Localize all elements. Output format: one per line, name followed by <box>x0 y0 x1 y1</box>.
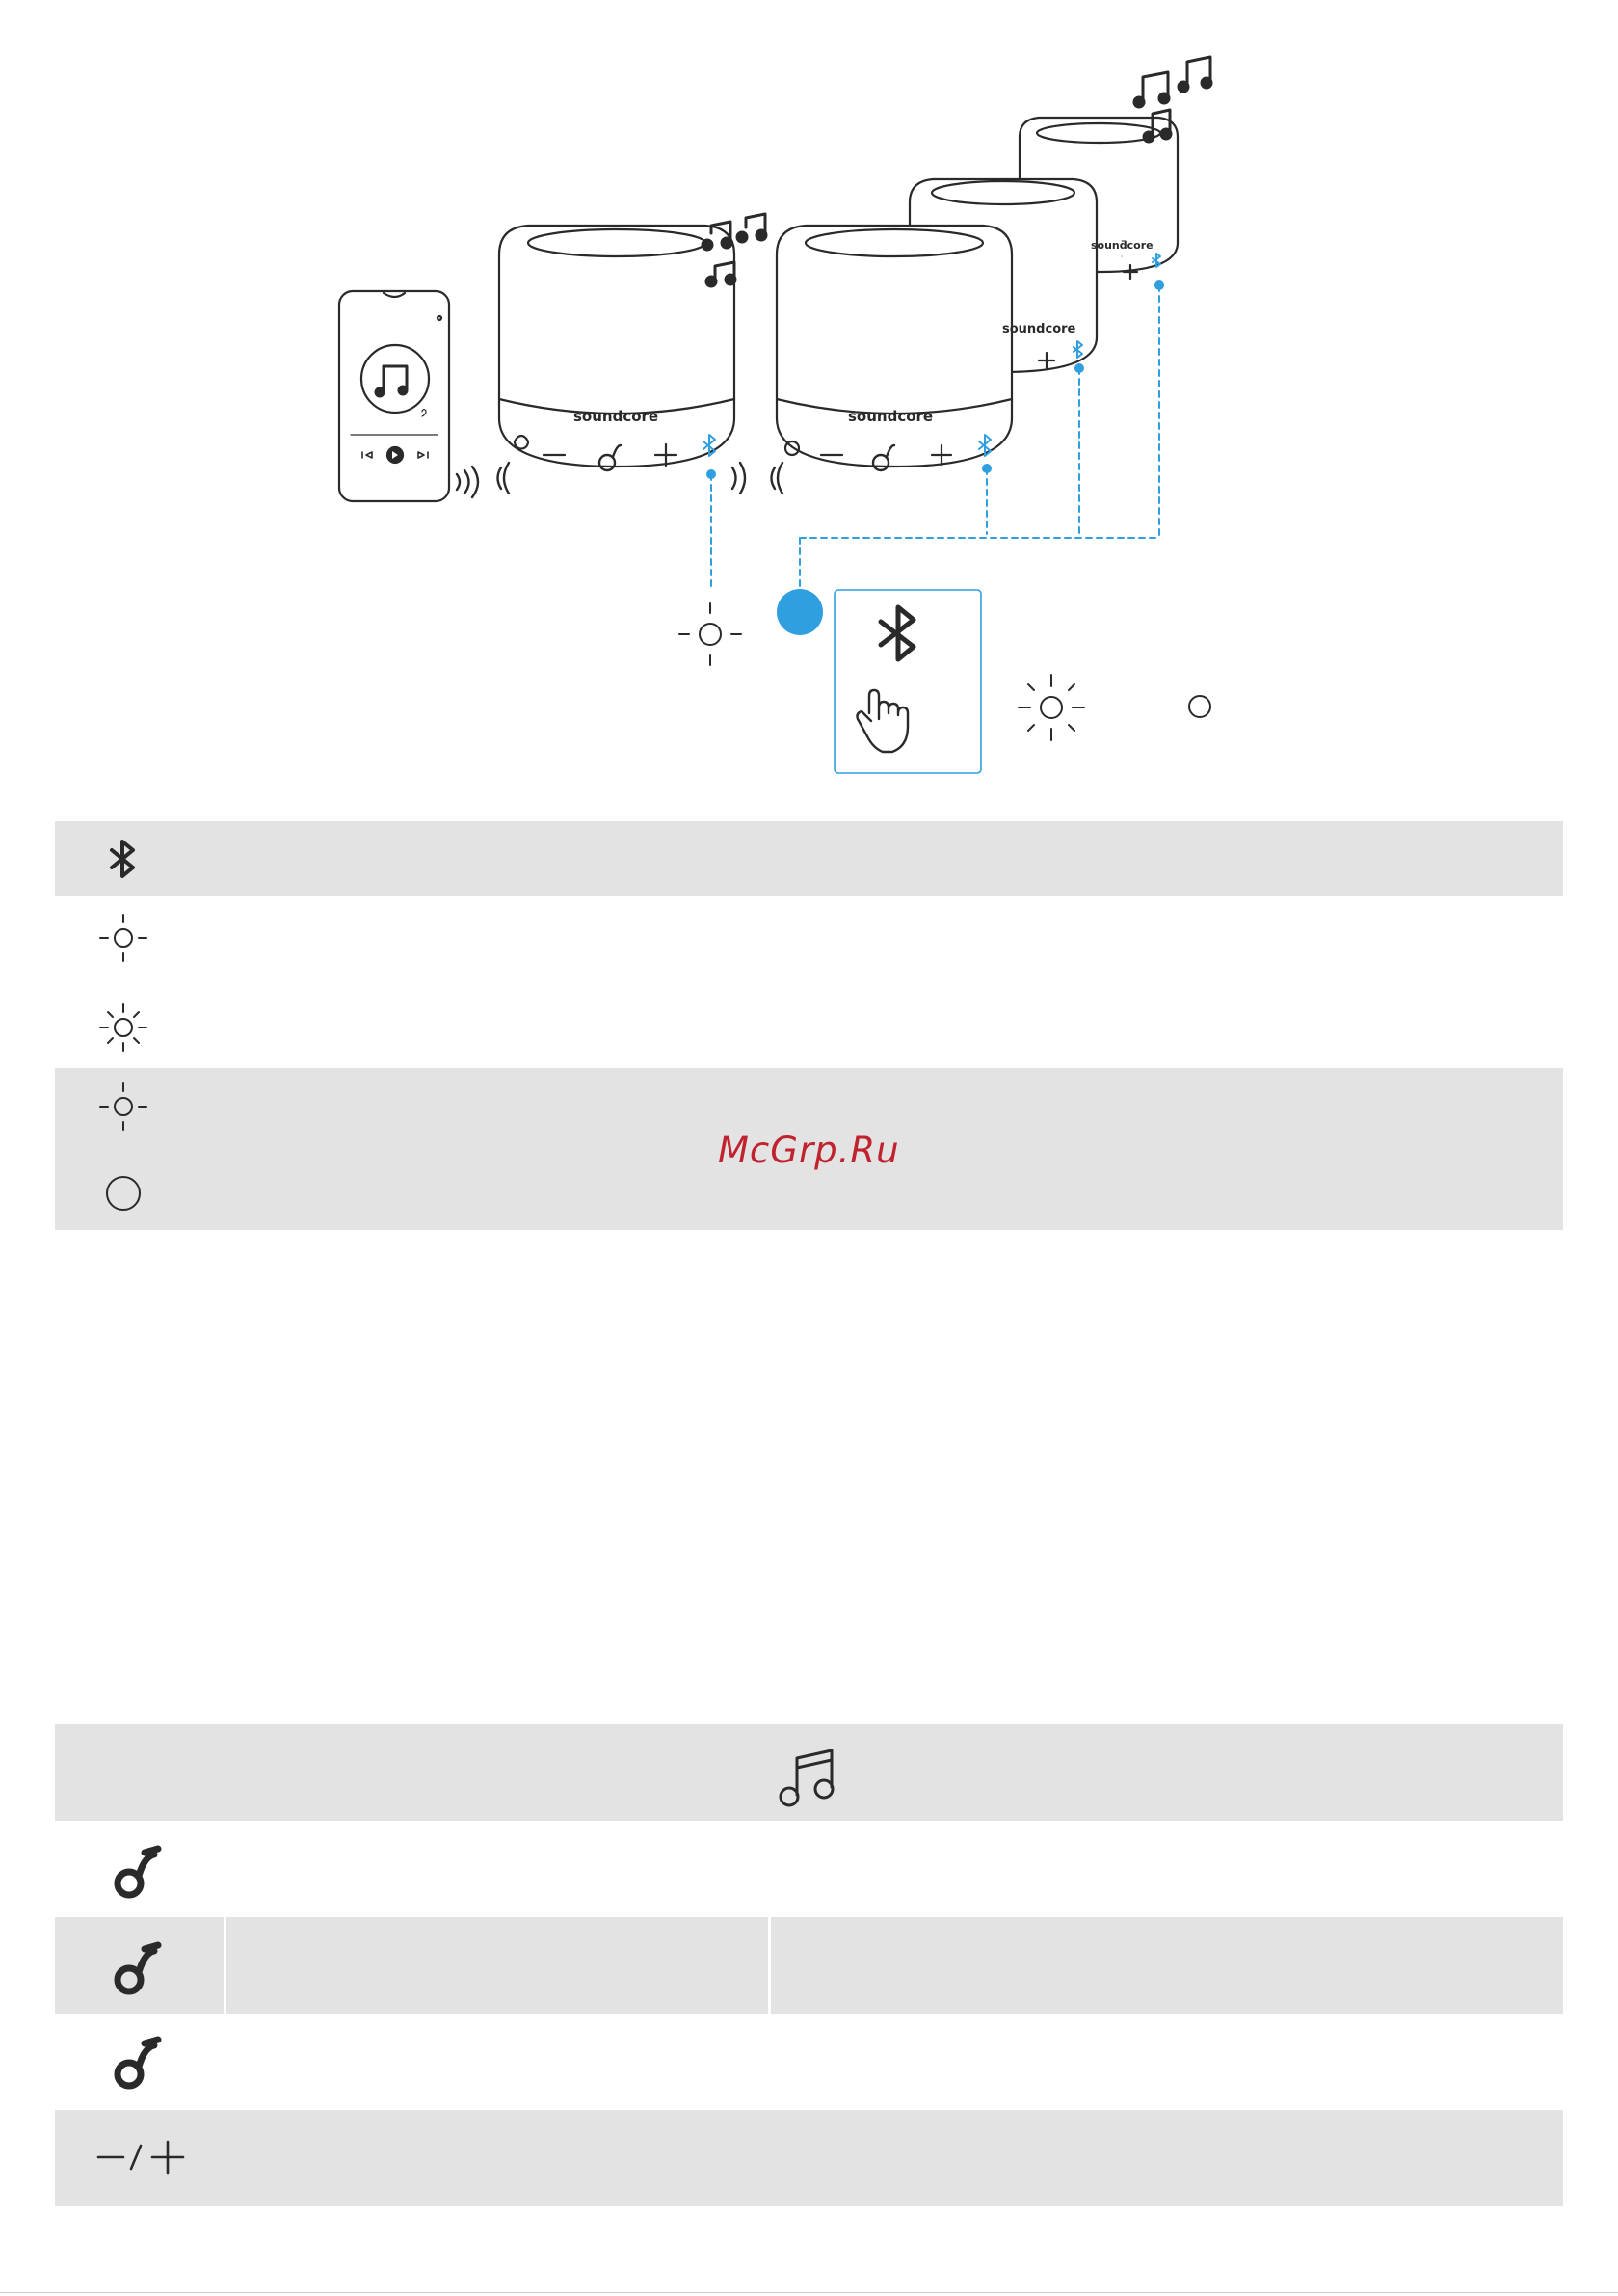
brand-label-main: soundcore <box>573 408 659 425</box>
brand-label-secondary: soundcore <box>848 408 934 425</box>
signal-waves <box>457 463 782 497</box>
led-slow-flash-icon <box>96 911 150 965</box>
page-bottom-rule <box>0 2292 1618 2293</box>
led-off-icon <box>102 1172 145 1215</box>
brand-label-back-2: soundcore <box>1091 239 1154 252</box>
speaker-main <box>499 226 734 467</box>
volume-minus-plus-icon <box>94 2138 187 2176</box>
led-slow-flash-icon <box>679 603 741 665</box>
led-fast-flash-icon <box>1019 675 1084 740</box>
step-marker <box>777 589 823 635</box>
table-row-double-press <box>55 1917 1563 2014</box>
led-fast-flash-icon <box>96 1001 150 1055</box>
table-row-volume <box>55 2110 1563 2206</box>
led-slow-flash-icon <box>96 1080 150 1134</box>
soundcore-button-icon <box>106 1936 168 2005</box>
phone-illustration <box>339 291 449 501</box>
watermark: McGrp.Ru <box>718 1130 900 1171</box>
pairing-illustration <box>0 0 1618 790</box>
music-note-icon <box>774 1743 843 1812</box>
soundcore-button-icon <box>106 2030 168 2099</box>
led-off-icon <box>1189 696 1210 717</box>
brand-label-back-1: soundcore <box>1002 322 1076 336</box>
soundcore-button-icon <box>106 1839 168 1909</box>
speaker-secondary <box>777 226 1012 467</box>
bluetooth-icon <box>104 837 143 883</box>
table-header-bluetooth <box>55 821 1563 896</box>
